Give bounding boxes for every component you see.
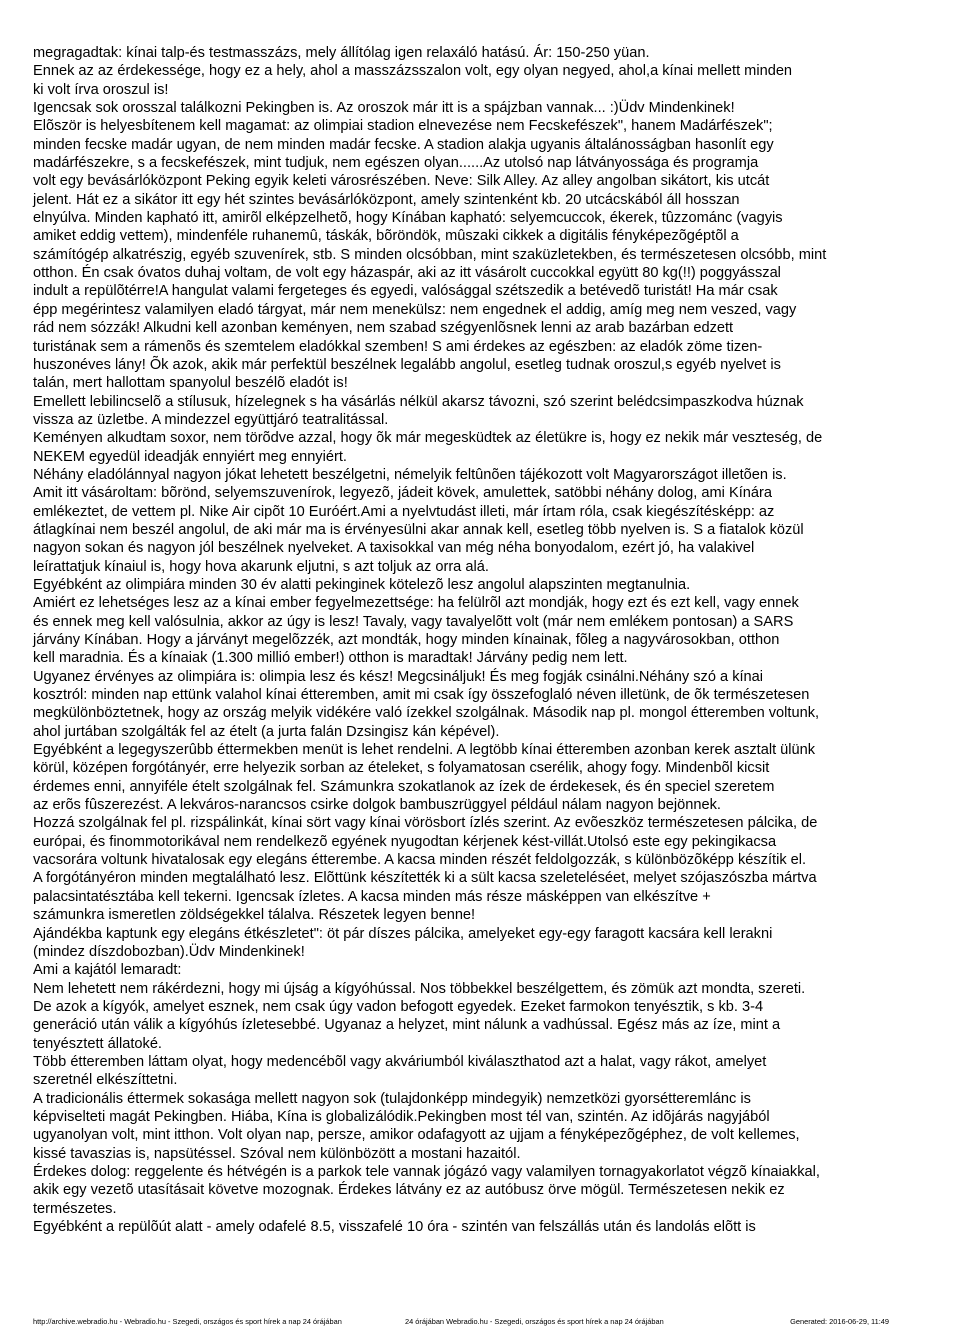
footer-generated-timestamp: Generated: 2016-06-29, 11:49 bbox=[790, 1317, 889, 1326]
paragraph: Ugyanez érvényes az olimpiára is: olimpia lesz és kész! Megcsinálјuk! És meg fogják csinálni.Néhány szó a kínai kosztról: minden nap ettünk valahol kínai étteremben, amit mi csak így összefoglaló néven illetünk, de õk természetesen megkülönböztetnek, hogy az ország melyik vidékére való ízekkel szolgálnak. Második nap pl. mongol étteremben voltunk, ahol jurtában szolgálták fel az ételt (a jurta falán Dzsingisz kán képével). bbox=[33, 668, 820, 740]
paragraph: A tradicionális éttermek sokasága mellett nagyon sok (tulajdonképp mindegyik) nemzetközi gyorsétteremlánc is képviselteti magát Pekingben. Hiába, Kína is globalizálódik.Pekingben most tél van, szintén. Az idõjárás nagyjából ugyanolyan volt, mint itthon. Volt olyan nap, persze, amikor odafagyott az ujjam a fényképezõgéphez, de volt kellemes, kissé tavaszias is, napsütéssel. Szóval nem különbözött a mostani hazaitól. bbox=[33, 1090, 800, 1162]
article-body bbox=[33, 44, 933, 1236]
paragraph: Emellett lebilincselõ a stílusuk, hízelegnek s ha vásárlás nélkül akarsz távozni, szó szerint belédcsimpaszkodva húznak vissza az üzletbe. A mindezzel együttjáró teatralitással. bbox=[33, 393, 804, 428]
paragraph: Ami a kajától lemaradt: bbox=[33, 962, 182, 979]
paragraph: Igencsak sok orosszal találkozni Pekingben is. Az oroszok már itt is a spájzban vannak... :)Üdv Mindenkinek! bbox=[33, 100, 735, 117]
page-footer bbox=[33, 1317, 933, 1331]
paragraph: Egyébként a repülõút alatt - amely odafelé 8.5, visszafelé 10 óra - szintén van felszállás után és landolás elõtt is bbox=[33, 1219, 756, 1235]
paragraph: Keményen alkudtam soxor, nem törõdve azzal, hogy õk már megesküdtek az életükre is, hogy ez nekik már veszteség, de NEKEM egyedül ideadják ennyiért meg ennyiért. bbox=[33, 430, 823, 465]
paragraph: Egyébként az olimpiára minden 30 év alatti pekinginek kötelezõ lesz angolul alapszinten megtanulnia. bbox=[33, 576, 691, 593]
paragraph: Érdekes dolog: reggelente és hétvégén is a parkok tele vannak jógázó vagy valamilyen tornagyakorlatot végzõ kínaiakkal, akik egy vezetõ utasításait követve mozognak. Érdekes látvány ez az autóbusz örve mögül. Természetesen nekik ez természetes. bbox=[33, 1163, 820, 1217]
paragraph: Néhány eladólánnyal nagyon jókat lehetett beszélgetni, némelyik feltûnõen tájékozott volt Magyarországot illetõen is. bbox=[33, 466, 787, 483]
paragraph: Egyébként a legegyszerûbb éttermekben menüt is lehet rendelni. A legtöbb kínai étteremben azonban kerek asztalt ülünk körül, középen forgótányér, erre helyezik sorban az ételeket, s folyamatosan cserélik, ahogy fogy. Mindenbõl kicsit érdemes enni, annyiféle ételt szolgálnak fel. Számunkra szokatlanok az ízek de érdekesek, és én speciel szeretem az erõs fûszerezést. A lekváros-narancsos csirke dolgok bambuszrüggyel például nálam nagyon bejönnek. bbox=[33, 742, 816, 814]
paragraph: Amiért ez lehetséges lesz az a kínai ember fegyelmezettsége: ha felülrõl azt mondják, hogy ezt és ezt kell, vagy ennek és ennek meg kell valósulnia, akkor az úgy is lesz! Tavaly, vagy tavalyelõtt volt (már nem emlékem pontosan) a SARS járvány Kínában. Hogy a járványt megelõzzék, azt mondták, hogy minden kínainak, fõleg a nagyvárosokban, otthon kell maradnia. És a kínaiak (1.300 millió ember!) otthon is maradtak! Járvány pedig nem lett. bbox=[33, 595, 799, 667]
paragraph: Ajándékba kaptunk egy elegáns étkészletet": öt pár díszes pálcika, amelyeket egy-egy faragott kacsára kell lerakni (mindez díszdobozban).Üdv Mindenkinek! bbox=[33, 925, 773, 960]
paragraph: Hozzá szolgálnak fel pl. rizspálinkát, kínai sört vagy kínai vörösbort ízlés szerint. Az evõeszköz természetesen pálcika, de európai, és finommotorikával nem rendelkezõ egyének nyugodtan kérjenek kést-villát.Utolsó este egy pekingikacsa vacsorára voltunk hivatalosak egy elegáns étterembe. A kacsa minden részét feldolgozzák, s különbözõképp készítik el. A forgótányéron minden megtalálható lesz. Elõttünk készítették ki a sült kacsa szeleteléséet, melyet szójaszószba mártva palacsintatésztába kell tekerni. Igencsak ízletes. A kacsa minden más része másképpen van elkészítve + számunkra ismeretlen zöldségekkel tálalva. Részetek legyen benne! bbox=[33, 815, 818, 924]
paragraph: Elõször is helyesbítenem kell magamat: az olimpiai stadion elnevezése nem Fecskefészek", hanem Madárfészek"; minden fecske madár ugyan, de nem minden madár fecske. A stadion alakja ugyanis általánosságban hasonlít egy madárfészekre, s a fecskefészek, mint tudjuk, nem egészen olyan......Az utolsó nap látványossága és programja volt egy bevásárlóközpont Peking egyik keleti városrészében. Neve: Silk Alley. Az alley angolban sikátort, kis utcát jelent. Hát ez a sikátor itt egy hét szintes bevásárlóközpont, amely szintenként kb. 20 utcácskából áll hosszan elnyúlva. Minden kapható itt, amirõl elképzelhetõ, hogy Kínában kapható: selyemcuccok, ékerek, tûzzománc (vagyis amiket eddig vettem), mindenféle ruhanemû, táskák, bõröndök, mûszaki cikkek a digitális fényképezõgéptõl a számítógép alkatrészig, egyéb szuvenírek, stb. S minden olcsóbban, mint szaküzletekben, és természetesen olcsóbb, mint otthon. Én csak óvatos duhaj voltam, de volt egy házaspár, aki az itt vásárolt cuccokkal együtt 80 kg(!!) poggyásszal indult a repülõtérre!A hangulat valami fergeteges és egyedi, valósággal szétszedik a betévedõ turistát! Ha már csak épp megérintesz valamilyen eladó tárgyat, már nem menekülsz: nem engednek el addig, amíg meg nem veszed, vagy rád nem sózzák! Alkudni kell azonban keményen, nem szabad szégyenlõsnek lenni az arab bazárban edzett turistának sem a rámenõs és szemtelem eladókkal szemben! S ami érdekes az egészben: az eladók zöme tizen- huszonéves lány! Õk azok, akik már perfektül beszélnek legalább angolul, esetleg tudnak oroszul,s egyéb nyelvet is talán, mert hallottam spanyolul beszélõ eladót is! bbox=[33, 118, 827, 392]
paragraph: megragadtak: kínai talp-és testmasszázs, mely állítólag igen relaxáló hatású. Ár: 150-250 yüan. bbox=[33, 45, 650, 61]
paragraph: Nem lehetett nem rákérdezni, hogy mi újság a kígyóhússal. Nos többekkel beszélgettem, és zömük azt mondta, szereti. De azok a kígyók, amelyet esznek, nem csak úgy vadon befogott egyedek. Ezeket farmokon tenyésztik, s kb. 3-4 generáció után válik a kígyóhús ízletesebbé. Ugyanaz a helyzet, mint nálunk a vadhússal. Egész más az íze, mint a tenyésztett állatoké. bbox=[33, 980, 806, 1052]
paragraph: Ennek az az érdekessége, hogy ez a hely, ahol a masszázsszalon volt, egy olyan negyed, ahol,a kínai mellett minden ki volt írva oroszul is! bbox=[33, 63, 793, 98]
footer-source-link[interactable]: http://archive.webradio.hu - Webradio.hu - Szegedi, országos és sport hírek a nap 24 órájában bbox=[33, 1317, 342, 1326]
paragraph: Több étteremben láttam olyat, hogy medencébõl vagy akváriumból kiválaszthatod azt a halat, vagy rákot, amelyet szeretnél elkészíttetni. bbox=[33, 1053, 767, 1089]
footer-page-label: 24 órájában Webradio.hu - Szegedi, országos és sport hírek a nap 24 órájában bbox=[405, 1317, 664, 1326]
paragraph: Amit itt vásároltam: bõrönd, selyemszuvenírok, legyezõ, jádeit kövek, amulettek, satöbbi néhány dolog, ami Kínára emlékeztet, de vettem pl. Nike Air cipõt 10 Euróért.Ami a nyelvtudást illeti, már írtam róla, csak kiegészítésképp: az átlagkínai nem beszél angolul, de aki már ma is érvényesülni akar annak kell, esetleg több nyelven is. S a fiatalok közül nagyon sokan és nagyon jól beszélnek nyelveket. A taxisokkal van még néha bonyodalom, ezért jó, ha valakivel leírattatjuk kínaiul is, hogy hova akarunk eljutni, s azt toljuk az orra alá. bbox=[33, 485, 804, 575]
